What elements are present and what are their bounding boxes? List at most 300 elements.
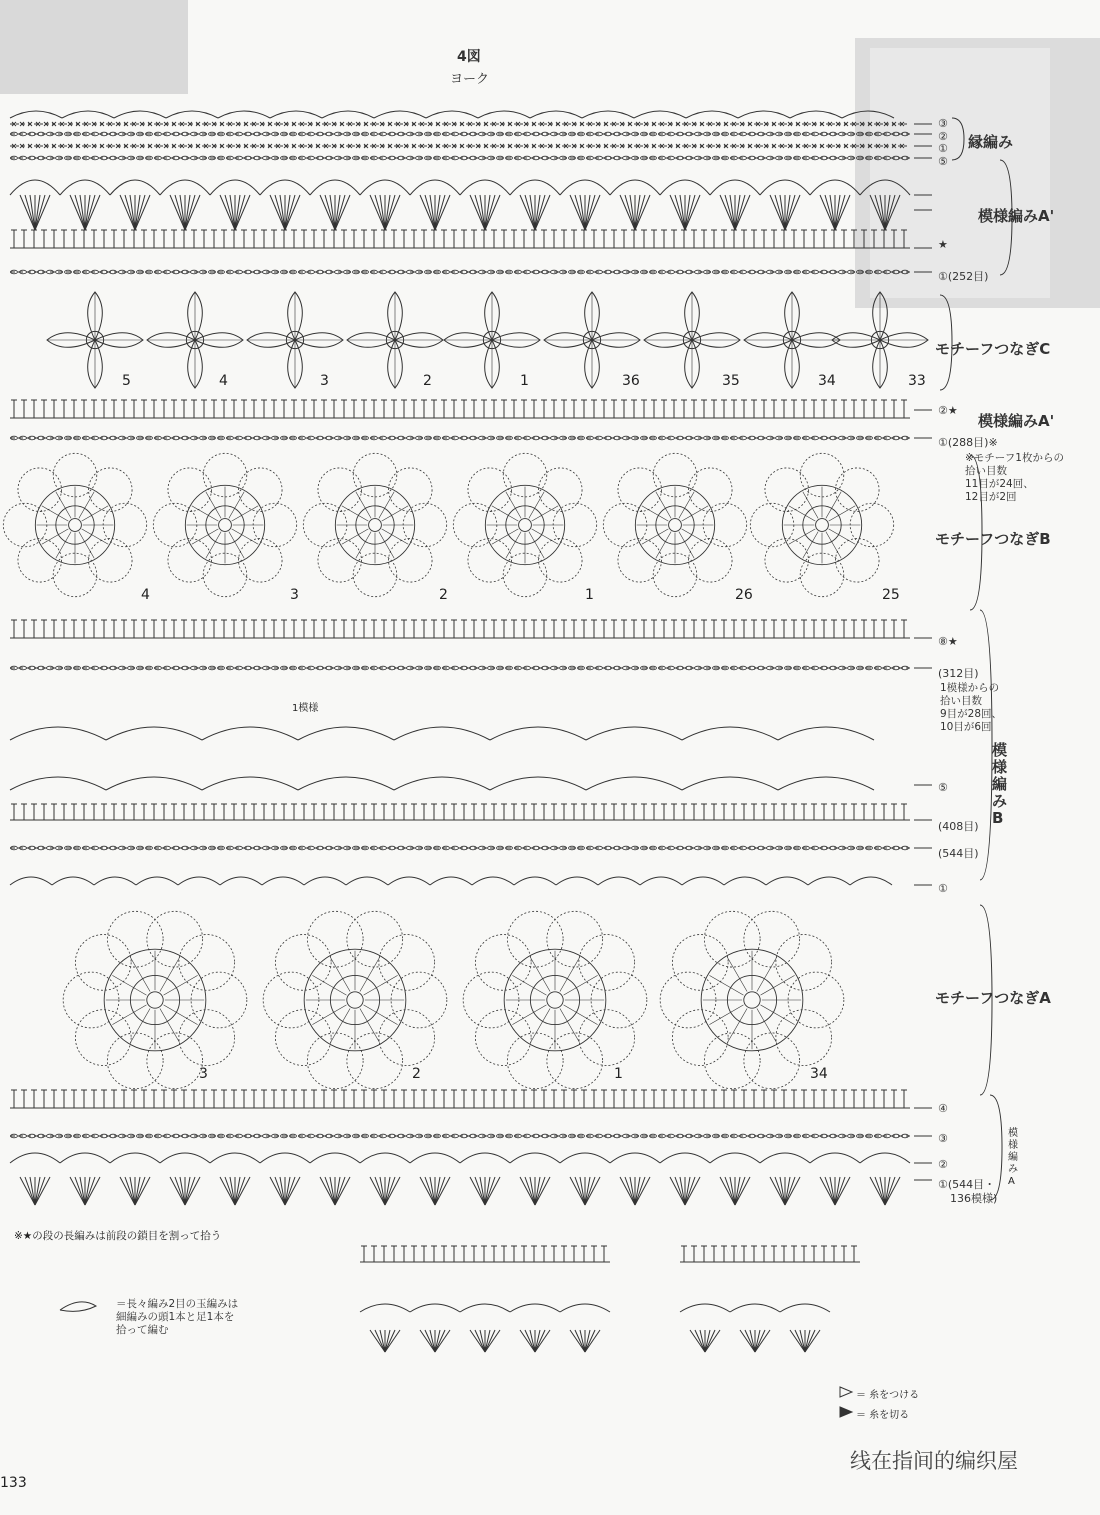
chain-arc bbox=[322, 111, 374, 118]
chain-arc bbox=[634, 111, 686, 118]
row-marker-288: ①(288目)※ bbox=[938, 436, 998, 449]
fan-stitch bbox=[335, 195, 345, 230]
chain-arc bbox=[860, 180, 910, 195]
motif-b-petal bbox=[689, 539, 733, 583]
motif-b-petal bbox=[239, 539, 283, 583]
motif-b-petal bbox=[765, 468, 809, 512]
motif-a-spoke bbox=[564, 975, 598, 995]
motif-b-petal bbox=[618, 468, 662, 512]
motif-a-petal bbox=[179, 935, 235, 991]
motif-b-spoke bbox=[382, 506, 409, 521]
motif-b-spoke bbox=[192, 529, 219, 544]
fan-stitch bbox=[325, 195, 335, 230]
chain-arc bbox=[810, 180, 860, 195]
puff-stitch-note: ＝長々編み2目の玉編みは 細編みの頭1本と足1本を 拾って編む bbox=[116, 1298, 239, 1336]
motif-c-number: 34 bbox=[818, 373, 836, 389]
section-brace bbox=[952, 118, 964, 160]
motif-a-spoke bbox=[112, 975, 146, 995]
label-motif-c: モチーフつなぎC bbox=[935, 340, 1051, 358]
fan-stitch bbox=[75, 1177, 85, 1205]
chain-arc bbox=[210, 180, 260, 195]
chain-arc bbox=[10, 180, 60, 195]
motif-a-spoke bbox=[761, 975, 795, 995]
chain-arc bbox=[360, 1304, 410, 1312]
chain-arc bbox=[360, 1153, 410, 1163]
chain-arc bbox=[860, 1153, 910, 1163]
motif-a-number: 3 bbox=[199, 1066, 208, 1082]
motif-b-center bbox=[219, 519, 232, 532]
chain-arc bbox=[110, 1153, 160, 1163]
motif-a-spoke bbox=[312, 975, 346, 995]
motif-a-petal bbox=[179, 1010, 235, 1066]
chain-arc bbox=[766, 877, 808, 885]
chain-arc bbox=[262, 877, 304, 885]
chain-arc bbox=[166, 111, 218, 118]
chain-arc bbox=[410, 1153, 460, 1163]
chain-arc bbox=[220, 877, 262, 885]
row-marker-408: (408目) bbox=[938, 820, 979, 833]
row-marker-544-a: ①(544目・ bbox=[938, 1178, 996, 1191]
note-pattern-pickup: 1模様からの 拾い目数 9目が28回、 10目が6回 bbox=[940, 682, 1003, 733]
fan-stitch bbox=[635, 195, 645, 230]
chain-arc bbox=[202, 727, 298, 740]
motif-b-spoke bbox=[826, 492, 841, 519]
chain-arc bbox=[472, 877, 514, 885]
motif-b-spoke bbox=[56, 532, 71, 559]
motif-a-number: 2 bbox=[412, 1066, 421, 1082]
fan-stitch bbox=[225, 1177, 235, 1205]
fan-stitch bbox=[885, 1177, 895, 1205]
chain-arc bbox=[610, 180, 660, 195]
motif-b-petal bbox=[89, 539, 133, 583]
row-marker-312: (312目) bbox=[938, 667, 979, 680]
motif-a-spoke bbox=[560, 957, 580, 991]
motif-a-spoke bbox=[160, 957, 180, 991]
motif-b-petal bbox=[618, 539, 662, 583]
motif-a-spoke bbox=[160, 1009, 180, 1043]
chain-arc bbox=[94, 877, 136, 885]
fan-stitch bbox=[875, 1177, 885, 1205]
chain-arc bbox=[460, 1153, 510, 1163]
motif-a-petal bbox=[579, 1010, 635, 1066]
fan-stitch bbox=[375, 195, 385, 230]
motif-b-spoke bbox=[642, 529, 669, 544]
chain-arc bbox=[790, 111, 842, 118]
chain-arc bbox=[556, 877, 598, 885]
chain-arc bbox=[202, 777, 298, 790]
fan-stitch bbox=[25, 195, 35, 230]
fan-stitch bbox=[475, 1177, 485, 1205]
fan-stitch bbox=[435, 1177, 445, 1205]
chain-arc bbox=[760, 1153, 810, 1163]
fan-stitch bbox=[835, 1177, 845, 1205]
motif-a-spoke bbox=[512, 975, 546, 995]
row-marker-3: ③ bbox=[938, 117, 948, 130]
fan-stitch bbox=[735, 195, 745, 230]
fan-stitch bbox=[275, 1177, 285, 1205]
fan-stitch bbox=[85, 195, 95, 230]
motif-a-spoke bbox=[330, 1009, 350, 1043]
motif-b-petal bbox=[89, 468, 133, 512]
fan-stitch bbox=[475, 195, 485, 230]
row-marker-star: ★ bbox=[938, 238, 948, 251]
chain-arc bbox=[106, 727, 202, 740]
row-marker-252: ①(252目) bbox=[938, 270, 989, 283]
fan-stitch bbox=[585, 195, 595, 230]
chain-arc bbox=[686, 111, 738, 118]
chain-arc bbox=[106, 777, 202, 790]
fan-stitch bbox=[825, 195, 835, 230]
fan-stitch bbox=[585, 1330, 595, 1352]
chain-arc bbox=[136, 877, 178, 885]
motif-b-spoke bbox=[82, 506, 109, 521]
chain-arc bbox=[298, 777, 394, 790]
cut-yarn-icon bbox=[840, 1407, 852, 1417]
fan-stitch bbox=[775, 1177, 785, 1205]
row-marker-544: (544目) bbox=[938, 847, 979, 860]
motif-b-spoke bbox=[206, 532, 221, 559]
label-edge: 縁編み bbox=[968, 133, 1014, 151]
motif-b-center bbox=[669, 519, 682, 532]
fan-stitch bbox=[635, 1177, 645, 1205]
chain-arc bbox=[410, 1304, 460, 1312]
motif-a-petal bbox=[275, 1010, 331, 1066]
fan-stitch bbox=[285, 1177, 295, 1205]
motif-b-petal bbox=[168, 468, 212, 512]
motif-c-number: 2 bbox=[423, 373, 432, 389]
chain-arc bbox=[724, 877, 766, 885]
label-motif-a: モチーフつなぎA bbox=[935, 989, 1051, 1007]
fan-stitch bbox=[525, 1330, 535, 1352]
motif-a-petal bbox=[475, 935, 531, 991]
chain-arc bbox=[478, 111, 530, 118]
chain-arc bbox=[730, 1304, 780, 1312]
fan-stitch bbox=[85, 1177, 95, 1205]
chain-arc bbox=[160, 180, 210, 195]
chain-arc bbox=[610, 1153, 660, 1163]
motif-a-spoke bbox=[530, 1009, 550, 1043]
chain-arc bbox=[460, 1304, 510, 1312]
fan-stitch bbox=[685, 195, 695, 230]
fan-stitch bbox=[825, 1177, 835, 1205]
fan-stitch bbox=[475, 1330, 485, 1352]
fan-stitch bbox=[725, 1177, 735, 1205]
motif-b-number: 26 bbox=[735, 587, 753, 603]
fan-stitch bbox=[325, 1177, 335, 1205]
fan-stitch bbox=[535, 1177, 545, 1205]
chain-arc bbox=[682, 877, 724, 885]
motif-b-petal bbox=[468, 539, 512, 583]
fan-stitch bbox=[125, 195, 135, 230]
motif-b-spoke bbox=[682, 506, 709, 521]
fan-stitch bbox=[805, 1330, 815, 1352]
row-marker-1b: ① bbox=[938, 882, 948, 895]
motif-b-petal bbox=[318, 468, 362, 512]
chain-arc bbox=[10, 111, 62, 118]
fan-stitch bbox=[425, 1177, 435, 1205]
chain-arc bbox=[394, 727, 490, 740]
fan-stitch bbox=[835, 195, 845, 230]
motif-a-center bbox=[347, 992, 363, 1008]
chain-arc bbox=[510, 1153, 560, 1163]
fan-stitch bbox=[745, 1330, 755, 1352]
fan-stitch bbox=[575, 1177, 585, 1205]
chain-arc bbox=[360, 180, 410, 195]
motif-b-spoke bbox=[829, 506, 856, 521]
motif-b-spoke bbox=[356, 532, 371, 559]
motif-a-number: 34 bbox=[810, 1066, 828, 1082]
motif-a-spoke bbox=[761, 1005, 795, 1025]
chain-arc bbox=[780, 1304, 830, 1312]
chain-arc bbox=[10, 727, 106, 740]
chain-arc bbox=[560, 1153, 610, 1163]
motif-b-center bbox=[69, 519, 82, 532]
label-pattern-b: 模様編みB bbox=[992, 741, 1008, 827]
row-marker-3b: ③ bbox=[938, 1132, 948, 1145]
motif-a-spoke bbox=[330, 957, 350, 991]
motif-b-petal bbox=[836, 539, 880, 583]
fan-stitch bbox=[135, 195, 145, 230]
fan-stitch bbox=[425, 1330, 435, 1352]
chain-arc bbox=[560, 1304, 610, 1312]
chain-arc bbox=[560, 180, 610, 195]
motif-c-number: 4 bbox=[219, 373, 228, 389]
motif-a-spoke bbox=[360, 1009, 380, 1043]
label-pattern-a: 模様編みA bbox=[1008, 1128, 1018, 1187]
motif-b-petal bbox=[689, 468, 733, 512]
fan-stitch bbox=[235, 1177, 245, 1205]
motif-b-spoke bbox=[42, 529, 69, 544]
fan-stitch bbox=[275, 195, 285, 230]
fan-stitch bbox=[385, 195, 395, 230]
chain-arc bbox=[310, 1153, 360, 1163]
row-marker-2b: ② bbox=[938, 1158, 948, 1171]
motif-a-spoke bbox=[164, 975, 198, 995]
chain-arc bbox=[430, 877, 472, 885]
motif-a-spoke bbox=[757, 1009, 777, 1043]
star-note: ※★の段の長編みは前段の鎖目を割って拾う bbox=[14, 1230, 222, 1242]
watermark-text: 线在指间的编织屋 bbox=[850, 1449, 1018, 1473]
fan-stitch bbox=[705, 1330, 715, 1352]
fan-stitch bbox=[575, 1330, 585, 1352]
chain-arc bbox=[374, 111, 426, 118]
motif-b-spoke bbox=[656, 532, 671, 559]
figure-subtitle: ヨーク bbox=[450, 72, 490, 87]
page-number: 133 bbox=[0, 1475, 27, 1491]
motif-b-petal bbox=[168, 539, 212, 583]
label-motif-b: モチーフつなぎB bbox=[935, 530, 1051, 548]
fan-stitch bbox=[225, 195, 235, 230]
motif-b-number: 2 bbox=[439, 587, 448, 603]
motif-a-spoke bbox=[560, 1009, 580, 1043]
motif-a-spoke bbox=[564, 1005, 598, 1025]
chain-arc bbox=[586, 777, 682, 790]
motif-c-number: 36 bbox=[622, 373, 640, 389]
motif-a-petal bbox=[776, 935, 832, 991]
motif-b-spoke bbox=[529, 492, 544, 519]
motif-b-spoke bbox=[232, 506, 259, 521]
chain-arc bbox=[110, 180, 160, 195]
fan-stitch bbox=[685, 1177, 695, 1205]
motif-b-spoke bbox=[379, 492, 394, 519]
motif-a-center bbox=[547, 992, 563, 1008]
fan-stitch bbox=[135, 1177, 145, 1205]
fan-stitch bbox=[75, 195, 85, 230]
fan-stitch bbox=[185, 1177, 195, 1205]
puff-stitch-icon bbox=[60, 1302, 96, 1312]
chain-arc bbox=[778, 777, 874, 790]
figure-title: 4図 bbox=[457, 49, 481, 65]
fan-stitch bbox=[775, 195, 785, 230]
motif-a-spoke bbox=[709, 975, 743, 995]
fan-stitch bbox=[485, 1177, 495, 1205]
section-brace bbox=[980, 610, 992, 880]
fan-stitch bbox=[625, 1177, 635, 1205]
join-yarn-icon bbox=[840, 1387, 852, 1397]
chain-arc bbox=[514, 877, 556, 885]
row-marker-544-b: 136模様) bbox=[950, 1192, 998, 1205]
chain-arc bbox=[388, 877, 430, 885]
motif-a-spoke bbox=[364, 1005, 398, 1025]
motif-b-petal bbox=[18, 468, 62, 512]
fan-stitch bbox=[875, 195, 885, 230]
motif-a-spoke bbox=[727, 957, 747, 991]
one-repeat-label: 1模様 bbox=[292, 703, 319, 714]
motif-a-spoke bbox=[364, 975, 398, 995]
chain-arc bbox=[490, 727, 586, 740]
motif-b-number: 3 bbox=[290, 587, 299, 603]
motif-b-spoke bbox=[532, 506, 559, 521]
motif-a-petal bbox=[75, 935, 131, 991]
chain-arc bbox=[510, 1304, 560, 1312]
fan-stitch bbox=[435, 195, 445, 230]
fan-stitch bbox=[675, 1177, 685, 1205]
chain-arc bbox=[52, 877, 94, 885]
motif-b-spoke bbox=[506, 532, 521, 559]
motif-b-spoke bbox=[342, 529, 369, 544]
motif-b-petal bbox=[539, 539, 583, 583]
motif-b-petal bbox=[468, 468, 512, 512]
motif-b-spoke bbox=[789, 529, 816, 544]
fan-stitch bbox=[755, 1330, 765, 1352]
chain-arc bbox=[660, 1153, 710, 1163]
chain-arc bbox=[586, 727, 682, 740]
chain-arc bbox=[682, 727, 778, 740]
chain-arc bbox=[304, 877, 346, 885]
fan-stitch bbox=[735, 1177, 745, 1205]
motif-a-petal bbox=[672, 935, 728, 991]
motif-b-spoke bbox=[79, 492, 94, 519]
chain-arc bbox=[530, 111, 582, 118]
chain-arc bbox=[710, 180, 760, 195]
chain-arc bbox=[842, 111, 894, 118]
motif-b-number: 25 bbox=[882, 587, 900, 603]
motif-a-center bbox=[744, 992, 760, 1008]
row-marker-2-star: ②★ bbox=[938, 404, 958, 417]
motif-a-petal bbox=[379, 935, 435, 991]
motif-c-number: 5 bbox=[122, 373, 131, 389]
chain-arc bbox=[710, 1153, 760, 1163]
fan-stitch bbox=[175, 1177, 185, 1205]
chain-arc bbox=[778, 727, 874, 740]
fan-stitch bbox=[785, 195, 795, 230]
chain-arc bbox=[210, 1153, 260, 1163]
motif-a-petal bbox=[379, 1010, 435, 1066]
fan-stitch bbox=[235, 195, 245, 230]
fan-stitch bbox=[785, 1177, 795, 1205]
fan-stitch bbox=[375, 1177, 385, 1205]
fan-stitch bbox=[35, 195, 45, 230]
row-marker-5: ⑤ bbox=[938, 155, 948, 168]
motif-b-petal bbox=[836, 468, 880, 512]
chain-arc bbox=[640, 877, 682, 885]
fan-stitch bbox=[285, 195, 295, 230]
motif-a-spoke bbox=[130, 957, 150, 991]
chain-arc bbox=[60, 1153, 110, 1163]
chain-arc bbox=[660, 180, 710, 195]
motif-a-petal bbox=[275, 935, 331, 991]
motif-a-spoke bbox=[130, 1009, 150, 1043]
motif-a-petal bbox=[776, 1010, 832, 1066]
chain-arc bbox=[510, 180, 560, 195]
motif-a-spoke bbox=[757, 957, 777, 991]
motif-a-spoke bbox=[360, 957, 380, 991]
fan-stitch bbox=[675, 195, 685, 230]
chain-arc bbox=[10, 877, 52, 885]
fan-stitch bbox=[425, 195, 435, 230]
chain-arc bbox=[160, 1153, 210, 1163]
fan-stitch bbox=[485, 1330, 495, 1352]
row-marker-2: ② bbox=[938, 130, 948, 143]
chain-arc bbox=[270, 111, 322, 118]
motif-b-spoke bbox=[492, 529, 519, 544]
fan-stitch bbox=[535, 1330, 545, 1352]
chain-arc bbox=[850, 877, 892, 885]
fan-stitch bbox=[385, 1177, 395, 1205]
chain-arc bbox=[260, 1153, 310, 1163]
chain-arc bbox=[426, 111, 478, 118]
fan-stitch bbox=[575, 195, 585, 230]
motif-c-number: 35 bbox=[722, 373, 740, 389]
chain-arc bbox=[218, 111, 270, 118]
chain-arc bbox=[10, 1153, 60, 1163]
fan-stitch bbox=[185, 195, 195, 230]
fan-stitch bbox=[125, 1177, 135, 1205]
chain-arc bbox=[738, 111, 790, 118]
fan-stitch bbox=[525, 1177, 535, 1205]
label-pattern-a-prime-1: 模様編みA' bbox=[978, 207, 1055, 225]
chain-arc bbox=[682, 777, 778, 790]
motif-c-number: 3 bbox=[320, 373, 329, 389]
chain-arc bbox=[298, 727, 394, 740]
note-motif-pickup: ※モチーフ1枚からの 拾い目数 11目が24回、 12目が2回 bbox=[965, 452, 1064, 503]
fan-stitch bbox=[385, 1330, 395, 1352]
fan-stitch bbox=[25, 1177, 35, 1205]
fan-stitch bbox=[725, 195, 735, 230]
row-marker-4: ④ bbox=[938, 1102, 948, 1115]
join-yarn-note: ＝ 糸をつける bbox=[856, 1390, 920, 1401]
motif-b-petal bbox=[539, 468, 583, 512]
fan-stitch bbox=[585, 1177, 595, 1205]
chain-arc bbox=[62, 111, 114, 118]
label-pattern-a-prime-2: 模様編みA' bbox=[978, 412, 1055, 430]
chain-arc bbox=[810, 1153, 860, 1163]
row-marker-1: ① bbox=[938, 142, 948, 155]
fan-stitch bbox=[175, 195, 185, 230]
chain-arc bbox=[582, 111, 634, 118]
motif-b-spoke bbox=[229, 492, 244, 519]
motif-b-petal bbox=[765, 539, 809, 583]
